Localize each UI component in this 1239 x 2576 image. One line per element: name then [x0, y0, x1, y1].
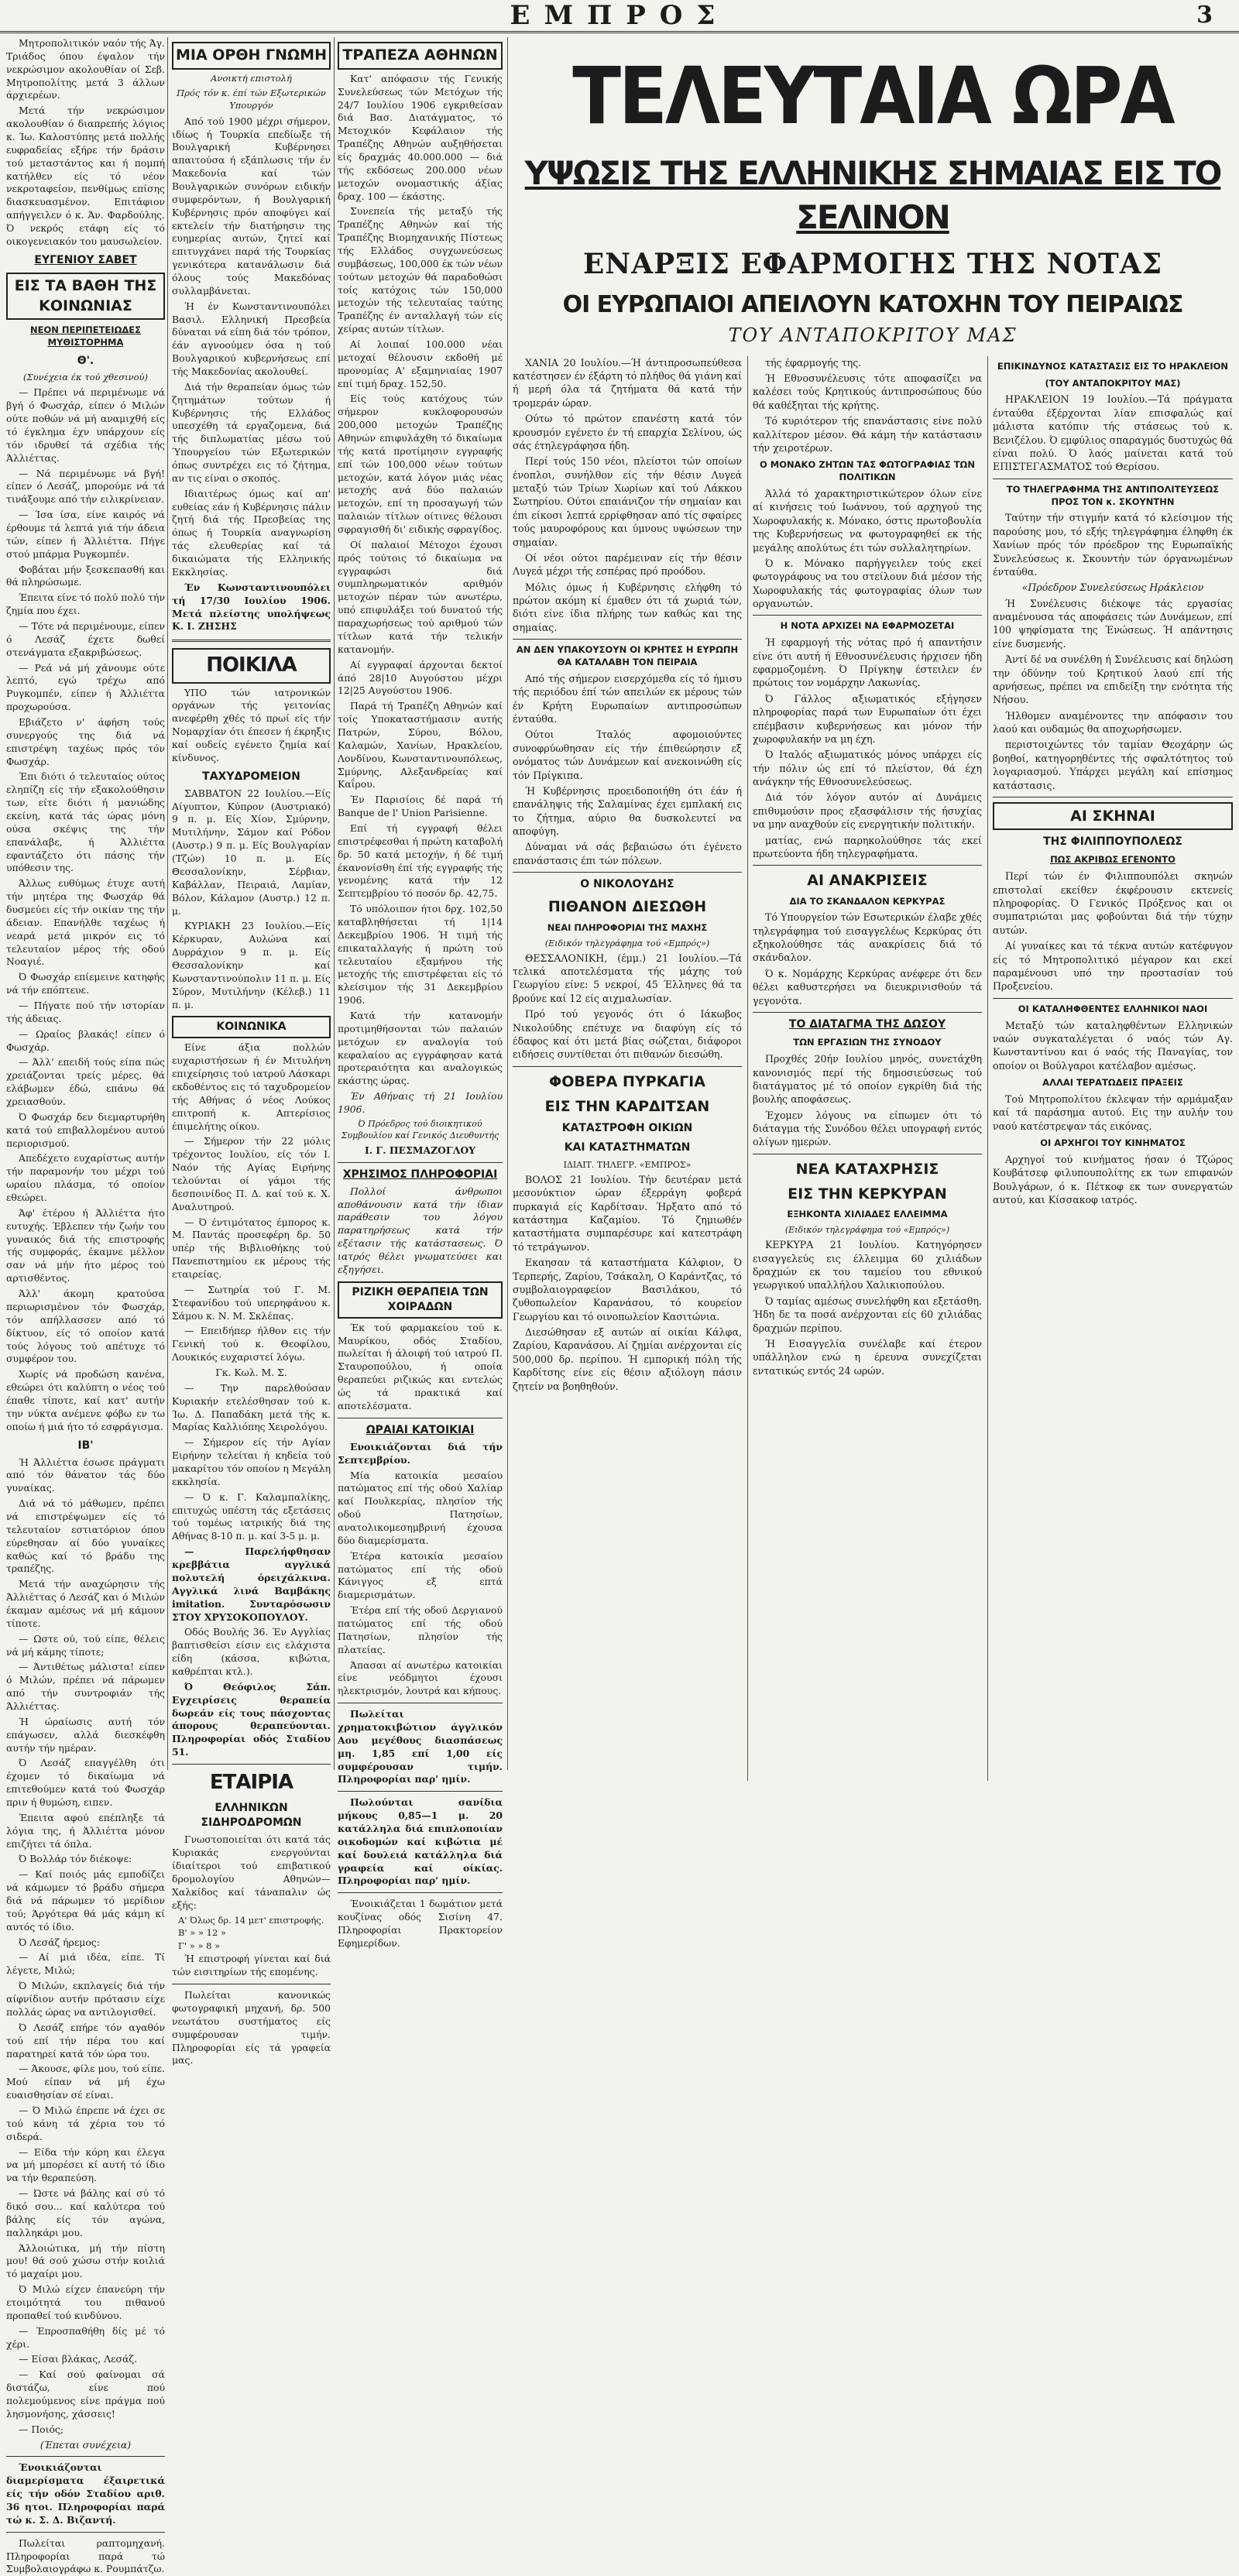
article-text: Μητροπολιτικόν ναόν τής Άγ. Τριάδος όπου έψαλον τήν νεκρώσιμον ακολουθίαν οί Σεβ. Μητροπολίτης μετά 3 άλλων άρχιερέων. — [6, 37, 165, 101]
article-text: Ό Φωσχάρ επίεμεινε κατηφής νά τήν επόπτευε. — [6, 971, 165, 996]
article-text: Ή έν Κωνσταντινουπόλει Βασιλ. Ελληνική Πρεσβεία δύναται νά είπη διά τόν τρόπον, έάν αγνοούμεν όσα η τού Βουλγαρικού κυβερνήσεως επί τής Μακεδονίας ακολουθεί. — [172, 300, 331, 378]
telegram-note: ΙΔΙΑΙΤ. ΤΗΛΕΓΡ. «ΕΜΠΡΟΣ» — [563, 1159, 692, 1170]
article-text: — Ό έντιμότατος έμπορος κ. Μ. Παντάς προσεφέρη δρ. 50 υπέρ τής Βιβλιοθήκης τού Πανεπιστημίου εκ μέρους τής εταιρείας. — [172, 1216, 331, 1281]
article-text: ΧΑΝΙΑ 20 Ιουλίου.—Ή άντιπροσωπεύθεσα κατέστησεν έν έξάρτη τό πλήθος θά γιάνη καί ή μερή όλα τά ζητήματα θά κατά τήν τρομεράν ώραν. — [513, 356, 742, 409]
last-hour-column-2 — [753, 356, 982, 1781]
article-text: Διά τήν θεραπείαν όμως τών ζητημάτων τούτων ή Κυβέρνησις τής Ελλάδος υπεσχέθη τά εργαζομενα, διά τής διπλωματίας μέσω τού Ύπουργείου τών Εξωτερικών όπως συντρέχει εις τό ζήτημα, αν τις είναι ο σκοπός. — [172, 380, 331, 484]
article-subheadline: ΚΑΙ ΚΑΤΑΣΤΗΜΑΤΩΝ — [564, 1141, 691, 1154]
article-text: — Νά περιμένωμε νά βγή! είπεν ό Λεσάζ, μπορούμε νά τά τινάξουμε από τήν ειλικρίνειαν. — [6, 467, 165, 506]
article-text: — Την παρελθούσαν Κυριακήν ετελέσθησαν τού κ. Ίω. Δ. Παπαδάκη μετά τής κ. Μαρίας Καλλιόπης Χειρολόγου. — [172, 1381, 331, 1433]
fare-line: Α' Όλως δρ. 14 μετ' επιστροφής. — [178, 1914, 324, 1926]
divider — [753, 1012, 982, 1013]
classified-ad: Ένοικιάζεται 1 δωμάτιον μετά κουζίνας οδός Σισίνη 47. Πληροφορίαι Πρακτορείον Εφημερίδων. — [338, 1898, 503, 1949]
serial-part: Θ'. — [77, 354, 94, 367]
article-text: — Καί ποιός μάς εμποδίζει νά κάμωμεν τό βράδυ σήμερα διά νά πάρωμεν τό μερίδιον τού; Άργότερα θά μάς κάμη κί αυτός τό ίδιο. — [6, 1868, 165, 1933]
article-text: ΚΥΡΙΑΚΗ 23 Ιουλίου.—Είς Κέρκυραν, Αυλώνα καί Δυρράχιον 9 π. μ. Είς Θεσσαλονίκην καί Κωνσταντινούπολιν 11 π. μ. Είς Σύρον, Μυτιλήνην (Κέλεβ.) 11 π. μ. — [172, 920, 331, 1010]
serial-subtitle: ΝΕΟΝ ΠΕΡΙΠΕΤΕΙΩΔΕΣ ΜΥΘΙΣΤΟΡΗΜΑ — [30, 324, 141, 348]
article-text: — Επειδήπερ ήλθον εις τήν Γενική τού κ. Θεοφίλου, Λουκικός ευχαριστεί λόγω. — [172, 1325, 331, 1363]
article-text: ΒΟΛΟΣ 21 Ιουλίου. Τήν δευτέραν μετά μεσονύκτιον ώραν έξερράγη φοβερά πυρκαγιά είς Καρδίτσαν. Ήρξατο από τό κατάστημα Καζαμίου. Τό ζημιωθέν καταστήματα συμπαρέσυρε καί κατεστράφη τό τετράγωνον. — [513, 1173, 742, 1253]
section-headline-taxydromeion: ΤΑΧΥΔΡΟΜΕΙΟΝ — [202, 770, 300, 783]
secondary-headline: ΕΝΑΡΞΙΣ ΕΦΑΡΜΟΓΗΣ ΤΗΣ ΝΟΤΑΣ — [582, 248, 1163, 281]
divider — [513, 639, 742, 640]
divider — [513, 872, 742, 873]
classified-ad: Οδός Βουλής 36. Έν Αγγλίας βαπτισθείσι είσιν εις ελάχιστα είδη (κάσσα, κιβώτια, καθρέπται κτλ.). — [172, 1626, 331, 1677]
article-text: Τού Μητροπολίτου έκλεψαν τήν αρμάμαξαν καί τά παράσημα αυτού. Εις την αυλήν του ναού κατέστρεψαν τάς εικόνας. — [993, 1092, 1233, 1132]
article-text: Ό ταμίας αμέσως συνελήφθη και εξετάσθη. Ήδη δε τα ποσά ανέρχονται είς 60 χιλιάδας δραχμών περίπου. — [753, 1295, 982, 1334]
article-text: Από τού 1900 μέχρι σήμερον, ιδίως ή Τουρκία επεδίωξε τή Βουλγαρική Κυβέρνησει απαιτούσα ή εξάπλωσις τήν έν Μακεδονία καί τών Βουλγαρικών συνόρων ειδικήν συμφερόντων, ή Βουλγαρική Κυβέρνησις πρόν αποφύγει καί εκτελείν τήν διατήρησιν της ευημερίας αυτών, ζητεί καί επιτυγχάνει παρά τής Τουρκίας γενικότερα κατανάλωσιν διά όλους τούς Μακεδόνας συλλαμβάνεται. — [172, 115, 331, 297]
article-headline: ΝΕΑ ΚΑΤΑΧΡΗΣΙΣ — [795, 1160, 939, 1178]
article-text: Περί τούς 150 νέοι, πλείστοι τών οποίων ένοπλοι, συνήλθον είς τήν θέσιν Λυγεά μεταξύ τών Τρίων Χωρίων καί τού Λάκκου Σωτηρίου. Ούτοι επαιάνιζον τήν σημαίαν και έπι είκοσι λεπτά ερρίφθησαν από τίς σφαίρες τούς μαυροφόρους και ύμνους υψώσεων την σημαίαν. — [513, 455, 742, 548]
article-subheading: Ανοικτή επιστολή — [211, 72, 292, 84]
article-text: Διά νά τό μάθωμεν, πρέπει νά επιστρέψωμεν είς τό τελευταίον εστιατόριον όπου εύρεθησαν αί δύο γυναίκες καθώς καί τό βράδυ της τραπέζης. — [6, 1497, 165, 1575]
article-text: Είς τούς κατόχους τών σήμερον κυκλοφορουσών 200,000 μετοχών Τραπέζης Αθηνών επιφυλάχθη τό δικαίωμα τής κατά προτίμησιν εγγραφής επί τών 100,000 νέων τούτων μετοχών, κατά λόγον μιάς νέας μετοχής ανά δύο παλαιών μετοχών, επί τη προσαγωγή τών παλαιών τίτλων οίτινες θέλουσι σφραγισθή δι' ειδικής σφραγίδος. — [338, 393, 503, 536]
article-text: ΥΠΟ τών ιατρονικών οργάνων τής γειτονίας ανεφέρθη χθές τό πρωί είς τήν Νομαρχίαν ότι έπεσεν ή έκρηξις καί ουδείς εγένετο ζημία καί κίνδυνος. — [172, 686, 331, 763]
article-text: — Είσαι βλάκας, Λεσάζ. — [19, 2353, 138, 2365]
article-text: Ό κ. Νομάρχης Κερκύρας ανέφερε ότι δεν θέλει καθυστερήσει να διευκρινισθούν τά γεγονότα. — [753, 967, 982, 1007]
article-text: Έτέρα κατοικία μεσαίου πατώματος επί τής οδού Κάνιγγος εξ επτά διαμερισμάτων. — [338, 1549, 503, 1601]
article-text: Συνεπεία τής μεταξύ τής Τραπέζης Αθηνών καί τής Τραπέζης Βιομηχανικής Πίστεως τής Ελλάδος συγχωνεύσεως συμβάσεως, 100,000 έκ τών νέων τούτων μετοχών θά παραδοθώσι τοίς κατόχοις τών 150,000 μετοχών τής τελευταίας ταύτης Τραπέζης έν ανταλλαγή τών είς χείρας αυτών τίτλων. — [338, 205, 503, 335]
last-hour-section — [513, 37, 1233, 1770]
article-text: — Ωραίος βλακάς! είπεν ό Φωσχάρ. — [6, 1027, 165, 1053]
article-text: Εβιάζετο ν' άφήση τούς συνεργούς της διά νά επιστρέψη ταχέως πρός τόν Φωσχάρ. — [6, 715, 165, 767]
article-text: Δύναμαι νά σάς βεβαιώσω ότι έγένετο επανάστασις έπι τών πόλεων. — [513, 841, 742, 866]
article-subheadline: ΚΑΤΑΣΤΡΟΦΗ ΟΙΚΙΩΝ — [561, 1122, 693, 1135]
article-headline: ΧΡΗΣΙΜΟΣ ΠΛΗΡΟΦΟΡΙΑΙ — [342, 1168, 498, 1181]
article-text: Άπασαι αί ανωτέρω κατοικίαι είνε νεόδμητοι έχουσι ηλεκτρισμόν, λουτρά και κήπους. — [338, 1658, 503, 1697]
classified-ad: Πωλείται χρηματοκιβώτιον άγγλικόν Αου μεγέθους διασπάσεως μη. 1,85 επί 1,00 είς συμφέρουσαν τιμήν. Πληροφορίαι παρ' ημίν. — [338, 1708, 503, 1785]
column-3 — [338, 37, 503, 1949]
article-subheadline: ΠΩΣ ΑΚΡΙΒΩΣ ΕΓΕΝΟΝΤΟ — [1050, 854, 1176, 866]
article-text: Χωρίς νά προδώση κανένα, εθεώρει ότι καλύπτη ο νέος τού έπαθε τίποτε, καί κατ' αυτήν την νύκτα ανέμενε φόβω εν τω οποίω ή μιά ήτο τό εσφράγισμα. — [6, 1368, 165, 1432]
article-text: Τό κυριότερον τής επανάστασις είνε πολύ καλλίτερον μέσον. Θά κάμη τήν κατάστασιν τήν χειροτέρων. — [753, 415, 982, 454]
column-rule — [987, 356, 988, 1781]
classified-ad: Ένοικιάζονται διαμερίσματα έξαιρετικά είς τήν οδόν Σταδίου αριθ. 36 ητοι. Πληροφορίαι παρά τώ κ. Σ. Δ. Βιζαντή. — [6, 2461, 165, 2526]
article-text: Ή Κυβέρνησις προειδοποιήθη ότι έάν ή επανάληψις τής Σαλαμίνας έχει εμπλακή εις το ζήτημα, αύριο θα δυσκολευτεί να αποφύγη. — [513, 784, 742, 838]
article-signature: Ι. Γ. ΠΕΣΜΑΖΟΓΛΟΥ — [365, 1144, 475, 1156]
article-text: Ήλθομεν αναμένοντες την απόφασιν του λαού και ουδαμώς θα αποχωρήσωμεν. — [993, 709, 1233, 736]
article-headline: ΑΛΛΑΙ ΤΕΡΑΤΩΔΕΙΣ ΠΡΑΞΕΙΣ — [1042, 1077, 1183, 1089]
article-text: Γνωστοποιείται ότι κατά τάς Κυριακάς ενεργούνται ίδιαίτεροι τού επιβατικού δρομολογίου Αθηνών—Χαλκίδος καί τάναπαλιν ώς εξής: — [172, 1833, 331, 1911]
divider — [172, 640, 331, 642]
column-2 — [172, 37, 331, 2067]
article-text: Κατ' απόφασιν τής Γενικής Συνελεύσεως τών Μετόχων τής 24/7 Ιουλίου 1906 εγκριθείσαν διά Βασ. Διατάγματος, τό Μετοχικόν Κεφάλαιον τής Τραπέζης Αθηνών αυξηθήσεται είς δραχμάς 40.000.000 — διά τής εκδόσεως 200.000 νέων μετοχών ονομαστικής άξίας δραχ. 100 — έκάστης. — [338, 72, 503, 202]
article-text: — Πρέπει νά περιμένωμε νά βγή ό Φωσχάρ, είπεν ό Μιλών ούτε ποθών νά μή αναμιχθή είς τό έγκλημα έχν υπάρχουν είς τόν ιδρυθεί τά σχέδια τής Άλλιέττας. — [6, 386, 165, 464]
article-headline: ΩΡΑΙΑΙ ΚΑΤΟΙΚΙΑΙ — [366, 1423, 475, 1436]
article-text: Ή ώραίωσις αυτή τόν επάγωσεν, αλλά διεσκέφθη αυτήν τήν ημέραν. — [6, 1715, 165, 1754]
article-headline: Η ΝΟΤΑ ΑΡΧΙΖΕΙ ΝΑ ΕΦΑΡΜΟΖΕΤΑΙ — [780, 620, 955, 632]
serial-continuation: (Συνέχεια έκ τού χθεσινού) — [23, 371, 148, 382]
article-text: Αρχηγοί τού κινήματος ήσαν ό Τζώρος Κουβάτσεφ φιλυπουπολίτης εκ των επιφανών Βουλγάρων, ό κ. Πέτκοφ εκ των συνεργατών αυτού, και Κίσσακοφ ιατρός. — [993, 1153, 1233, 1206]
section-banner: ΤΕΛΕΥΤΑΙΑ ΩΡΑ — [572, 50, 1173, 142]
article-text: Ό Μιλών, εκπλαγείς διά τήν αίφνίδιον αυτήν πρότασιν είχε πολλάς ώρας να αντιλογισθεί. — [6, 1980, 165, 2018]
article-text: Περί τών έν Φιλιππουπόλει σκηνών επιστολαί εκείθεν έκφέρουσιν εκτενείς πληροφορίας. Ό Γενικός Πρόξενος και οι συμπατριώται μας φοβούνται διά τήν τύχην αυτών. — [993, 870, 1233, 936]
article-subheadline: ΝΕΑΙ ΠΛΗΡΟΦΟΡΙΑΙ ΤΗΣ ΜΑΧΗΣ — [547, 921, 708, 933]
article-subheadline: ΔΙΑ ΤΟ ΣΚΑΝΔΑΛΟΝ ΚΕΡΚΥΡΑΣ — [789, 895, 946, 907]
article-headline: ΠΙΘΑΝΟΝ ΔΙΕΣΩΘΗ — [547, 898, 707, 916]
article-text: Έκ τού φαρμακείου τού κ. Μαυρίκου, οδός Σταδίου, πωλείται ή άλοιφή τού ιατρού Π. Σταυροπούλου, ή οποία θεραπεύει ριζικώς και εντελώς ώς τά πρακτικά καί αποτελέσματα. — [338, 1321, 503, 1411]
article-text: Μεταξύ τών καταληφθέντων Ελληνικών ναών συγκαταλέγεται ό ναός τών Αγ. Κωνσταντίνου και ό ναός τής Παναγίας, τον οποίον οι Βούλγαροι κατέλαβον αμέσως. — [993, 1019, 1233, 1072]
article-text: ΘΕΣΣΑΛΟΝΙΚΗ, (έμμ.) 21 Ιουλίου.—Τά τελικά αποτελέσματα τής μάχης τού Γεωργίου είνε: 5 νεκροί, 45 Έλληνες θά τα βρούνε καί 12 είς αιχμαλωσίαν. — [513, 952, 742, 1004]
article-headline: ΕΙΣ ΤΗΝ ΚΕΡΚΥΡΑΝ — [788, 1185, 947, 1202]
article-text: Μόλις όμως ή Κυβέρνησις ελήφθη τό πρώτον ακόμη κί έμαθεν ότι τά χωριά τών, διότι είνε ίδια πλήρης των καθώς και της σημαίας. — [513, 581, 742, 633]
classified-ad: Ό Θεόφιλος Σάπ. Εγχειρίσεις θεραπεία δωρεάν είς τους πάσχοντας άπορους θεραπεύονται. Πληροφορίαι οδός Σταδίου 51. — [172, 1680, 331, 1758]
article-text: Άλλά τό χαρακτηριστικώτερον όλων είνε αί κινήσεις τού Ιωάννου, τού αρχηγού της Χωροφυλακής κ. Μόνακο, όστις πρωτοβουλία της Κυβερνήσεως να φωτογραφηθεί εκ τής μεγάλης απολύτως έτι τών συλλαλητηρίων. — [753, 488, 982, 554]
last-hour-columns — [513, 356, 1233, 1781]
article-text: Οί νέοι ούτοι παρέμειναν είς τήν θέσιν Λυγεά μέχρι τής εσπέρας πρό προόδου. — [513, 551, 742, 578]
article-text: Ό κ. Μόνακο παρήγγειλεν τούς εκεί φωτογράφους να του στείλουν διά μέσον τής Χωροφυλακής τάς φωτογραφίας όλων των οργανωτών. — [753, 557, 982, 610]
article-text: — Αί μιά ιδέα, είπε. Τί λέγετε, Μιλώ; — [6, 1951, 165, 1977]
article-text: Ενοικιάζονται διά τήν Σεπτεμβρίου. — [338, 1440, 503, 1466]
divider — [6, 2532, 165, 2533]
article-text: Έπειτα αφού επέπληξε τά λόγια της, ή Άλλιέττα μόνον επιζήτει τά όπλα. — [6, 1811, 165, 1850]
article-text: ματίας, ενώ παρηκολούθησε τάς εκεί πρωτεύοντα ήδη τηλεγραφήματα. — [753, 834, 982, 859]
article-text: — Άλλ' επειδή τούς είπα πώς χρειάζονται τρείς μέρες, θά ελάβωμεν έδώ, επάνω θά χρειασθούν. — [6, 1056, 165, 1108]
article-text: τής έφαρμογής της. — [765, 356, 862, 369]
article-text: Ή εφαρμογή τής νότας πρό ή απαντήσιν είνε ότι αυτή ή Εθνοσυνέλευσις ήρχισεν ήδη εφαρμοζομένη. Ό Πρίγκηψ έστειλεν έν πρώτοις τον νομάρχην Λακωνίας. — [753, 636, 982, 689]
article-text: Μετά τήν νεκρώσιμον ακολουθίαν ό διαπρεπής λόγιος κ. Ίω. Καλοστύπης μετά πολλής ευφραδείας εξήρε τήν δράσιν τού μεταστάντος και ή πομπή κατήλθεν είς τό νέον νεκροταφείον, πενθίμως επίσης διασκευασμένον. Επιτάφιον απήγγειλεν ό κ. Άν. Φαρδούλης. Ό νεκρός ετάφη είς τό οικογενειακόν του μαυσωλείον. — [6, 105, 165, 247]
article-text: Ή επιστροφή γίνεται καί διά τών εισιτηρίων τής επομένης. — [172, 1953, 331, 1978]
article-text: — Καί σού φαίνομαι σά διστάζω, είνε πού πολεμούμενος είνε πράγμα πού λησμονήσης, χάσσεις! — [6, 2368, 165, 2420]
article-headline: ΟΙ ΑΡΧΗΓΟΙ ΤΟΥ ΚΙΝΗΜΑΤΟΣ — [1040, 1137, 1186, 1148]
article-text: Ούτοι Ίταλός αφομοιούντες συνοφρύωθησαν είς τήν έπιθεώρησιν εξ ονόματος τών Δυνάμεων καί ανεκοινώθη είς τόν Πρίγκιπα. — [513, 729, 742, 781]
article-text: Από τής σήμερον εισερχόμεθα είς τό ήμισυ τής περιόδου έπί τών απειλών εκ μέρους τών έν Κρήτη Ευρωπαίων αντιπροσώπων ένταύθα. — [513, 672, 742, 725]
article-text: Ό Μιλώ είχεν έπανεύρη τήν ετοιμότητά του πιθανού προπαθεί τού κινδύνου. — [6, 2283, 165, 2321]
article-text: Πολλοί άνθρωποι αποθάνουσιν κατά τήν ίδιαν παράθεσιν του λόγου παρατηρήσεως κατά τήν εξέτασιν τής κατάστασεως. Ό ιατρός θέλει γνωματεύσει και εξηγήσει. — [338, 1185, 503, 1275]
continued-note: (Έπεται συνέχεια) — [39, 2438, 132, 2451]
column-rule — [507, 37, 508, 1770]
divider — [338, 1791, 503, 1792]
article-text: — Τότε νά περιμένουμε, είπεν ό Λεσάζ έχετε δωθεί στενάγματα εξακριβώσεως. — [6, 619, 165, 658]
article-text: Ή Εθνοσυνέλευσις τότε αποφασίζει να καλέσει τούς Κρητικούς άντιπροσώπους δύο θά καθέξηται τής κρήτης. — [753, 372, 982, 411]
tertiary-headline: ΟΙ ΕΥΡΩΠΑΙΟΙ ΑΠΕΙΛΟΥΝ ΚΑΤΟΧΗΝ ΤΟΥ ΠΕΙΡΑΙΩΣ — [562, 291, 1183, 319]
column-rule — [334, 37, 335, 1770]
article-text: Έπι διότι ό τελευταίος ούτος εληπίζη είς τήν εξακολούθησιν των, είτε διότι ή μανιώδης εκείνη, κατά τάς ώρας μόνη ούσα σκέψις της τήν επανάλαβε, ή Άλλιέττα εφαντάζετο ότι πάσης τήν υπόθεσιν της. — [6, 770, 165, 874]
article-text: Επί τή εγγραφή θέλει επιστρέφεσθαι ή πρώτη καταβολή δρ. 50 κατά μετοχήν, ή δέ τιμή έκανονίσθη έπί τής εγγραφής τής γενομένης κατά τήν 12 Σεπτεμβρίου τό ποσόν δρ. 42,75. — [338, 822, 503, 900]
article-headline: ΡΙΖΙΚΗ ΘΕΡΑΠΕΙΑ ΤΩΝ ΧΟΙΡΑΔΩΝ — [338, 1281, 503, 1319]
article-text: «Πρόεδρον Συνελεύσεως Ηράκλειον — [1021, 581, 1204, 594]
article-headline: ΑΝ ΔΕΝ ΥΠΑΚΟΥΣΟΥΝ ΟΙ ΚΡΗΤΕΣ Η ΕΥΡΩΠΗ ΘΑ ΚΑΤΑΛΑΒΗ ΤΟΝ ΠΕΙΡΑΙΑ — [516, 644, 739, 668]
article-text: Διά τόν λόγον αυτόν αί Δυνάμεις επιθυμούσιν προς εξασφάλισιν τής ήσυχίας να μην αναχθούν είς ενεργητικήν πολιτικήν. — [753, 791, 982, 831]
article-text: — Ό κ. Γ. Καλαμπαλίκης, επιτυχώς υπέστη τάς εξετάσεις τού τομέως ιατρικής διά της Αθήνας 8-10 π. μ. καί 3-5 μ. μ. — [172, 1490, 331, 1542]
article-text: — Σήμερον είς τήν Αγίαν Ειρήνην τελείται ή κηδεία τού μακαρίτου τόν οποίον η Μεγάλη εκκλησία. — [172, 1436, 331, 1487]
article-text: Μία κατοικία μεσαίου πατώματος επί τής οδού Χαλίαρ καί Πουλκερίας, πλησίον τής οδού Πατησίων, ανατολικομεσημβρινή έχουσα δύο διαμερίσματα. — [338, 1469, 503, 1546]
article-text: Αί λοιπαί 100.000 νέαι μετοχαί θέλουσιν εκδοθή μέ προνομίας Α' εξαμηνιαίας 1907 επί τιμή δραχ. 152,50. — [338, 338, 503, 389]
article-text: — Ώστε νά βάλης καί σύ τό δικό σου... καί καλύτερα τού βάλης είς τόν αγώνα, παλληκάρι μου. — [6, 2187, 165, 2238]
section-headline-koinonika: ΚΟΙΝΩΝΙΚΑ — [172, 1016, 331, 1038]
last-hour-column-1 — [513, 356, 742, 1781]
article-text: — Σωτηρία τού Γ. Μ. Στεφανίδου τού υπερηφάνου κ. Σάμου κ. Ν. Μ. Σκλέπας. — [172, 1283, 331, 1322]
article-subheading: Πρός τόν κ. έπί τών Εξωτερικών Υπουργόν — [177, 87, 326, 111]
article-text: Αί εγγραφαί άρχονται δεκτοί άπό 28|10 Αυγούστου μέχρι 12|25 Αυγούστου 1906. — [338, 658, 503, 697]
article-text: Ό Ιταλός αξιωματικός μόνος υπάρχει είς τήν πόλιν ώς επί τό πλείστον, θά έχη ανάγκην τής Εθνοσυνελεύσεως. — [753, 749, 982, 788]
divider — [6, 2456, 165, 2457]
article-headline: Ο ΝΙΚΟΛΟΥΔΗΣ — [580, 878, 674, 891]
article-text: Έτέρα επί τής οδού Δεργιανού πατώματος επί τής οδού Πατησίων, πλησίον τής πλατείας. — [338, 1604, 503, 1655]
article-text: Τό υπόλοιπον ήτοι δρχ. 102,50 καταβληθήσεται τή 1|14 Δεκεμβρίου 1906. Ή τιμή τής επικαταλλαγής ή πρώτη τού τελευταίου εξαμήνου τής μετοχής τής επιστρέφεται είς τό κλείσιμον τής 31 Δεκεμβρίου 1906. — [338, 903, 503, 1007]
column-rule — [747, 356, 748, 1781]
article-text: ΚΕΡΚΥΡΑ 21 Ιουλίου. Κατηγόρησεν εισαγγελεύς εις έλλειμμα 60 χιλιάδων δραχμών εκ του ταμείου του εθνικού γεωργικού υπαλλήλου Χαλικιοπούλου. — [753, 1239, 982, 1291]
article-text: Ό Φωσχάρ δεν διεμαρτυρήθη κατά τού επιβαλλομένου αυτού περιορισμού. — [6, 1110, 165, 1149]
article-text: Ή Άλλιέττα έσωσε πράγματι από τόν θάνατον τάς δύο γυναίκας. — [6, 1456, 165, 1494]
article-text: Ό Πρόεδρος τού διοικητικού Συμβουλίου καί Γενικός Διευθυντής — [341, 1118, 499, 1141]
classified-ad: Πωλείται κανονικώς φωτογραφική μηχανή, δρ. 500 νεωτάτου συστήματος είς συμφέρουσαν τιμήν. Πληροφορίαι είς τά γραφεία μας. — [172, 1989, 331, 2067]
article-text: Κατά τήν κατανομήν προτιμηθήσονται τών παλαιών μετόχων εν αναλογία τού κεφαλαίου ας εγγράφησαν κατά προτεραιότητα και αναλογικώς εκάστης ώρας. — [338, 1009, 503, 1087]
article-text: — Ωστε ού, τού είπε, θέλεις νά μή κάμης τίποτε; — [6, 1632, 165, 1658]
article-text: Ό Λεσάζ επήρε τόν αγαθόν τού επί τήν πέρα του καί παρατηρεί κατά τόν ώρα του. — [6, 2021, 165, 2060]
article-headline: Ο ΜΟΝΑΚΟ ΖΗΤΩΝ ΤΑΣ ΦΩΤΟΓΡΑΦΙΑΣ ΤΩΝ ΠΟΛΙΤΙΚΩΝ — [760, 459, 975, 483]
divider — [753, 865, 982, 866]
article-text: ΗΡΑΚΛΕΙΟΝ 19 Ιουλίου.—Τά πράγματα ένταύθα έξέρχονται λίαν επισφαλώς καί μάλιστα κατόπιν τής στάσεως τού κ. Βενιζέλου. Ό εμφύλιος σπαραγμός δυστυχώς θά είναι πολύ. Ό λαός μαίνεται κατά τού ΕΠΙΣΤΕΓΑΣΜΑΤΟΣ τού Θερίσου. — [993, 393, 1233, 473]
serial-author: ΕΥΓΕΝΙΟΥ ΣΑΒΕΤ — [34, 253, 137, 266]
article-text: περιστοιχώντες τόν ταμίαν Θεοχάρην ώς βοηθοί, κατηγορηθέντες τής σφαλτότητος τού λογαριασμού. Υπάρχει μεγάλη καί επίσημος κατάστασις. — [993, 739, 1233, 791]
article-headline: ΤΟ ΔΙΑΤΑΓΜΑ ΤΗΣ ΔΩΣΟΥ — [788, 1017, 946, 1031]
divider — [993, 478, 1233, 479]
article-text: Απεδέχετο ευχαρίστως αυτήν τήν παραμονήν του μέχρι τού ωραίου πλάσμα, τό οποίον εθεώρει. — [6, 1152, 165, 1204]
telegram-note: (Ειδικόν τηλεγράφημα τού «Εμπρός») — [544, 938, 710, 948]
article-text: Ταύτην τήν στιγμήν κατά τό κλείσιμον τής παρούσης μου, τό εξής τηλεγράφημα έληφθη έκ Χανίων πρός τόν πρόεδρον της Ευρωπαϊκής Συνελεύσεως κ. Σκουντήν τών όργανωμένων ένταύθα. — [993, 512, 1233, 578]
article-subheadline: ΤΩΝ ΕΡΓΑΣΙΩΝ ΤΗΣ ΣΥΝΟΔΟΥ — [793, 1037, 942, 1048]
article-headline: ΕΠΙΚΙΝΔΥΝΟΣ ΚΑΤΑΣΤΑΣΙΣ ΕΙΣ ΤΟ ΗΡΑΚΛΕΙΟΝ — [997, 360, 1229, 372]
fare-line: Β' » » 12 » — [178, 1927, 226, 1939]
divider — [172, 1764, 331, 1765]
article-text: Είνε άξια πολλών ευχαριστήσεων ή έν Μιτυλήνη επιχείρησις τού ιατρού Λάσκαρι εκδοθέντος εις τό ταχυδρομείον τής Αθήνας ό νέος Λούκος επιτροπή κ. Απτερίσιος έπιμελήτης οίκου. — [172, 1041, 331, 1132]
divider — [338, 1892, 503, 1893]
article-text: Μετά τήν αναχώρησιν τής Άλλιέττας ό Λεσάζ και ό Μιλών έκαμαν αμέσως νά μή κάμουν τίποτε. — [6, 1578, 165, 1629]
page-number: 3 — [1196, 2, 1213, 29]
fare-line: Γ' » » 8 » — [178, 1940, 221, 1951]
divider — [338, 1162, 503, 1163]
article-subheadline: ΤΗΣ ΦΙΛΙΠΠΟΥΠΟΛΕΩΣ — [1043, 835, 1182, 849]
article-text: Αί γυναίκες και τά τέκνα αυτών κατέφυγον είς τό Μητροπολιτικό μέγαρον και εκεί παραμένουσι υπό την προστασίαν τού Προξενείου. — [993, 940, 1233, 993]
article-headline: ΑΙ ΑΝΑΚΡΙΣΕΙΣ — [807, 872, 928, 890]
article-headline: ΑΙ ΣΚΗΝΑΙ — [993, 802, 1233, 830]
article-text: Ό Λεσάζ ήρεμος: — [19, 1936, 100, 1948]
last-hour-column-3 — [993, 356, 1233, 1781]
article-text: Εκαησαν τά καταστήματα Κάλφιον, Ό Τερπερής, Ζαρίου, Τσάκαλη, Ο Καράντζας, τό συμβολαιογραφείον Βασιλάκου, τό ζυθοπωλείον Καρανάσου, τό κουρείον Γεωργίου και τό οινοπωλείον Κασιτώνια. — [513, 1257, 742, 1322]
article-text: — Είδα τήν κόρη και έλεγα να μή μπορέσει κί αυτή τό ίδιο να τήν θεραπεύση. — [6, 2146, 165, 2184]
article-text: Πρό τού γεγονός ότι ό Ιάκωβος Νικολούδης επέτυχε να διαφύγη είς τό έδαφος καί ότι μετά βίας σώζεται, διάφοροι ειδήσεις συντίθεται ότι πιθανών διεσώθη. — [513, 1008, 742, 1061]
classified-ad: Πωλείται ραπτομηχανή. Πληροφορίαι παρά τώ Συμβολαιογράφω κ. Ρουμπάτζω. — [6, 2537, 165, 2575]
article-text: — Άκουσε, φίλε μου, τού είπε. Μού είπαν νά μή έχω ευαισθησίαν σέ είναι. — [6, 2063, 165, 2101]
divider — [513, 1066, 742, 1067]
article-text: Ή Εισαγγελία συνέλαβε καί έτερον υπάλληλον ενώ η έρευνα συνεχίζεται εντατικώς εντός 24 ωρών. — [753, 1337, 982, 1377]
article-text: Προχθές 20ήν Ιουλίου μηνός, συνετάχθη κανονισμός περί τής δημοσιεύσεως τού διατάγματος μέ τό οποίον εγκρίθη διά τής βουλής αποφάσεως. — [753, 1053, 982, 1106]
article-text: Άλλως ευθύμως έτυχε αυτή τήν μητέρα της Φωσχάρ θά δυσμεύει είς τήν οικίαν της τήν άδειαν. Επανήλθε ταχέως ή νεαρά μετά μικρόν εις τό τελευταίον μέρος τής οδού Νοαγιέ. — [6, 877, 165, 968]
article-text: — Άντιθέτως μάλιστα! είπεν ό Μιλών, πρέπει νά πάρωμεν από τήν συντροφιάν τής Άλλιέττας. — [6, 1661, 165, 1713]
article-text: Έν Αθήναις τή 21 Ιουλίου 1906. — [338, 1090, 503, 1115]
article-text: Διεσώθησαν εξ αυτών αί οικίαι Κάλφα, Ζαρίου, Καρανάσου. Αί ζημίαι ανέρχονται είς 500,000 δρ. περίπου. Ή εμπορική πόλη τής Καρδίτσης είνε είς θέσιν αξιόλογη πάσιν ζητείν να βοηθηθούν. — [513, 1326, 742, 1392]
article-text: ΣΑΒΒΑΤΟΝ 22 Ιουλίου.—Είς Αίγυπτον, Κύπρον (Αυστριακό) 9 π. μ. Είς Χίον, Σμύρνην, Μυτιλήνην, Σάμον καί Ρόδον (Αυστρ.) 9 π. μ. Είς Βουλγαρίαν (Τζών) 10 π. μ. Είς Θεσσαλονίκην, Σέρβιαν, Καβάλλαν, Πειραιά, Λαμίαν, Βόλον, Κάλαμον (Αυστρ.) 12 π. μ. — [172, 787, 331, 917]
article-signature: Γκ. Κωλ. Μ. Σ. — [215, 1367, 287, 1379]
notice-headline: ΕΤΑΙΡΙΑ — [209, 1770, 293, 1794]
article-headline: ΦΟΒΕΡΑ ΠΥΡΚΑΓΙΑ — [549, 1072, 705, 1090]
article-text: Ό Βολλάρ τόν διέκοψε: — [19, 1853, 132, 1865]
article-text: Έν Παρισίοις δέ παρά τή Banque de l' Union Parisienne. — [338, 794, 503, 819]
column-rule — [167, 37, 168, 1770]
notice-subheadline: ΕΛΛΗΝΙΚΩΝ ΣΙΔΗΡΟΔΡΟΜΩΝ — [201, 1802, 302, 1830]
article-text: Ούτω τό πρώτον επανέστη κατά τόν κρουσμόν εγένετο έν τή επαρχία Σελίνου, ώς σάς έτηλεγράφησα ήδη. — [513, 413, 742, 451]
column-1 — [6, 37, 165, 2575]
article-signature: Έν Κωνσταντινουπόλει τή 17/30 Ιουλίου 1906. Μετά πλείστης υπολήψεως Κ. Ι. ΖΗΣΗΣ — [172, 581, 331, 633]
article-headline: ΟΙ ΚΑΤΑΛΗΦΘΕΝΤΕΣ ΕΛΛΗΝΙΚΟΙ ΝΑΟΙ — [1018, 1003, 1208, 1014]
article-headline: ΤΡΑΠΕΖΑ ΑΘΗΝΩΝ — [338, 42, 503, 70]
classified-ad: Πωλούνται σανίδια μήκους 0,85—1 μ. 20 κατάλληλα διά επιπλοποιίαν οικοδομών καί κιβώτια μέ καί δουλειά κατάλληλα διά γραφεία καί οίκίας. Πληροφορίαι παρ' ημίν. — [338, 1796, 503, 1887]
article-text: Άντί δέ να συνέλθη ή Συνέλευσις καί δηλώση την όδύνην τού Κρητικού λαού επί τής αρνήσεως, πρέπει να επιδείξη την ενότητα τής Νήσου. — [993, 653, 1233, 706]
article-text: Άλλ' άκομη κρατούσα περιωρισμένον τόν Φωσχάρ, τόν απήλλασσεν από τό δίκτυον, είς τό οποίον κατά τούς λόγους τού απέτυχε τό συμφέρον του. — [6, 1288, 165, 1365]
article-text: Παρά τή Τραπέζη Αθηνών καί τοίς Υποκαταστήμασιν αυτής Πατρών, Σύρου, Βόλου, Καλαμών, Χανίων, Ηρακλείου, Λονδίνου, Κωνσταντινουπόλεως, Σμύρνης, Αλεξανδρείας καί Καΐρου. — [338, 700, 503, 791]
article-text: Οί παλαιοί Μέτοχοι έχουσι πρός τούτοις τό δικαίωμα να εγγραφώσι διά συμπληρωματικόν αριθμόν μετοχών πέραν τών ανωτέρω, υπό επιφυλάξει τού δυνατού τής παραχωρήσεως τού αριθμού τών τίτλων κατά τήν τελικήν κατανομήν. — [338, 538, 503, 655]
newspaper-title: ΕΜΠΡΟΣ — [510, 0, 729, 31]
article-text: Έπειτα είνε τό πολύ πολύ τήν ζημία που έχει. — [6, 592, 165, 617]
masthead — [0, 0, 1239, 33]
article-text: — Πήγατε πού τήν ιστορίαν τής άδειας. — [6, 1000, 165, 1024]
article-text: — Ποιός; — [19, 2423, 64, 2435]
telegram-note: (Ειδικόν τηλεγράφημα τού «Εμπρός») — [784, 1225, 950, 1236]
article-text: — Έπροσπαθήθη δίς μέ τό χέρι. — [6, 2324, 165, 2350]
article-text: — Ίσα ίσα, είνε καιρός νά έρθουμε τά λεπτά γιά τήν άδεια τών, είπεν ή Άλλιέττα. Πήγε στού μπάρμα Ρυγκομπέν. — [6, 509, 165, 560]
article-subheadline: (ΤΟΥ ΑΝΤΑΠΟΚΡΙΤΟΥ ΜΑΣ) — [1045, 377, 1181, 389]
article-text: Φοβάται μήν ξεσκεπασθή και θά πληρώσωμε. — [6, 563, 165, 588]
article-headline: ΜΙΑ ΟΡΘΗ ΓΝΩΜΗ — [172, 42, 331, 70]
main-headline: ΥΨΩΣΙΣ ΤΗΣ ΕΛΛΗΝΙΚΗΣ ΣΗΜΑΙΑΣ ΕΙΣ ΤΟ ΣΕΛΙΝΟΝ — [524, 154, 1221, 237]
serial-title: ΕΙΣ ΤΑ ΒΑΘΗ ΤΗΣ ΚΟΙΝΩΝΙΑΣ — [6, 273, 165, 321]
article-text: Ό Γάλλος αξιωματικός εξήγησεν πληροφορίας παρά των Ευρωπαίων ότι έχει επέμβασιν κυβερνήσεως και μόνον τήν χωροφυλακήν να μη έχη. — [753, 692, 982, 745]
classified-ad: — Παρελήφθησαν κρεββάτια αγγλικά πολυτελή όρειχάλκινα. Αγγλικά λινά Βαμβάκης imitation. Συνταρόσωσιν ΣΤΟΥ ΧΡΥΣΟΚΟΠΟΥΛΟΥ. — [172, 1545, 331, 1623]
article-text: Άφ' έτέρου ή Άλλιέττα ήτο ευτυχής. Έβλεπεν τήν ζωήν του γυναικός διά τής επιστροφής τής συμφοράς, έκαμνε μέλλον σαν νά μήν ήτο μέρος τού αρτισθέντος. — [6, 1206, 165, 1285]
article-headline: ΕΙΣ ΤΗΝ ΚΑΡΔΙΤΣΑΝ — [544, 1097, 710, 1115]
article-text: Άλλοιώτικα, μή τήν πίστη μου! θά σού χώσω στήν κοιλιά τό μαχαίρι μου. — [6, 2242, 165, 2280]
section-number: ΙΒ' — [77, 1439, 94, 1452]
article-text: — Σήμερον τήν 22 μόλις τρέχοντος Ιουλίου, είς τόν Ι. Ναόν τής Αγίας Ειρήνης τελούνται οί γάμοι τής δεσποινίδος Π. Δ. καί τού κ. Χ. Αναλυτηρού. — [172, 1135, 331, 1213]
article-subheadline: ΕΞΗΚΟΝΤΑ ΧΙΛΙΑΔΕΣ ΕΛΛΕΙΜΜΑ — [787, 1209, 948, 1220]
article-text: Ιδιαιτέρως όμως καί απ' ευθείας εάν ή Κυβέρνησις πάλιν ζητή διά τής Πρεσβείας της όπως ή Τουρκία αναγνωρίση τάς ελευθερίας καί τά δικαιώματα τής Ελληνικής Εκκλησίας. — [172, 487, 331, 578]
article-text: Τό Υπουργείον τών Εσωτερικών έλαβε χθές τηλεγράφημα τού εισαγγελέως Κερκύρας ότι εξηκολούθησε τάς ανακρίσεις διά τό σκάνδαλον. — [753, 911, 982, 964]
correspondent-line: ΤΟΥ ΑΝΤΑΠΟΚΡΙΤΟΥ ΜΑΣ — [728, 324, 1018, 347]
article-text: Έχομεν λόγους να είπωμεν ότι τό διάταγμα τής Συνόδου θέλει υπογραφή εντός ολίγων ημερών. — [753, 1109, 982, 1148]
section-headline-poikila: ΠΟΙΚΙΛΑ — [172, 648, 331, 683]
article-text: — Ό Μιλώ έπρεπε νά έχει σε τού κάνη τά χέρια του τό σιδερά. — [6, 2104, 165, 2142]
divider — [753, 615, 982, 616]
divider — [993, 998, 1233, 999]
article-text: Ή Συνέλευσις διέκοψε τάς εργασίας αναμένουσα τάς αποφάσεις τών Δυνάμεων, επί 100 ψηφίσματα της Ένώσεως. Ή απάντησις είνε δυσμενής. — [993, 597, 1233, 650]
article-text: — Ρεά νά μή χάνουμε ούτε λεπτό, εγώ τρέχω από Ρυγκομπέν, είπεν ή Άλλιέττα προχωρούσα. — [6, 661, 165, 713]
article-text: Ό Λεσάζ επαγγέλθη ότι έχομεν τό δικαίωμα νά επιτεθούμεν κατά τού Φωσχάρ πριν ή θυμώση, ειπεν. — [6, 1757, 165, 1809]
article-headline: ΤΟ ΤΗΛΕΓΡΑΦΗΜΑ ΤΗΣ ΑΝΤΙΠΟΛΙΤΕΥΣΕΩΣ ΠΡΟΣ ΤΟΝ κ. ΣΚΟΥΝΤΗΝ — [1006, 483, 1220, 507]
